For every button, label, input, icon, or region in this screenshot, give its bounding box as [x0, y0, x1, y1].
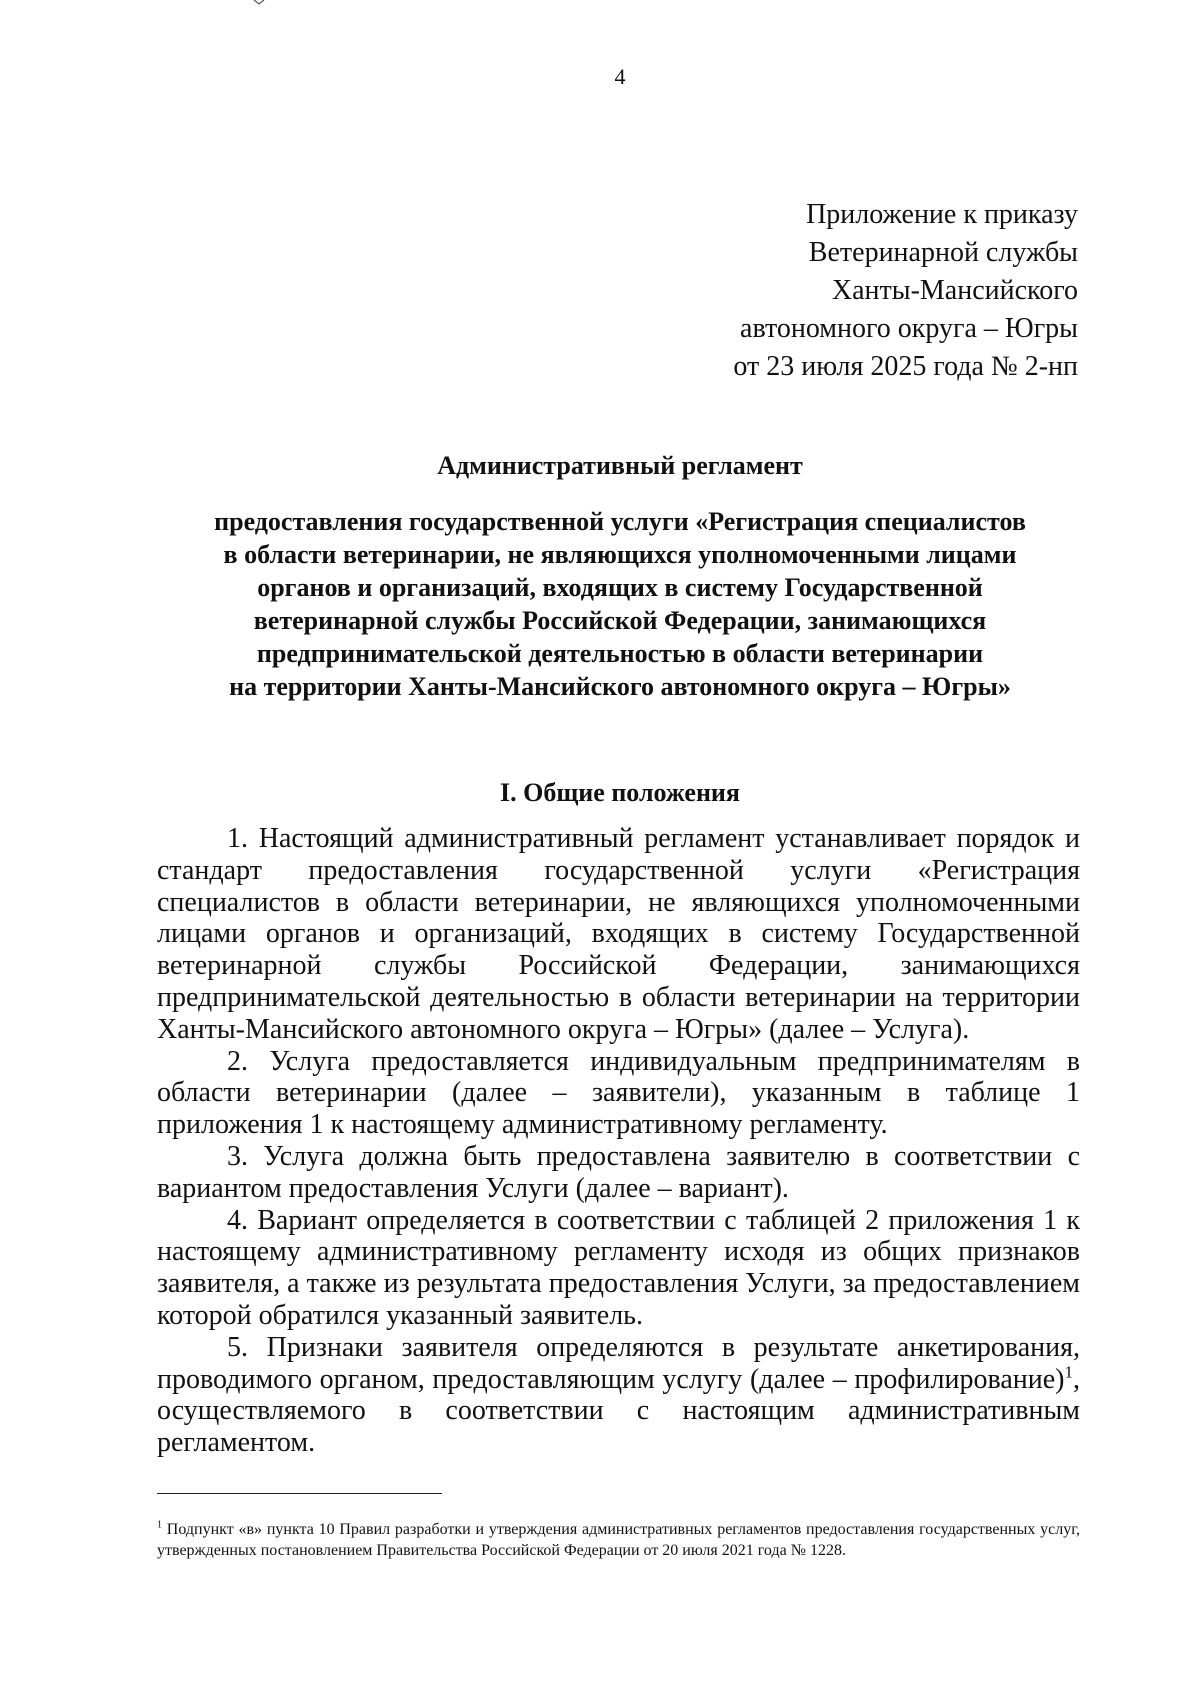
scan-artifact — [253, 0, 265, 5]
paragraph-2: 2. Услуга предоставляется индивидуальным предпринимателям в области ветеринарии (далее – заявители), указанным в таблице 1 приложения 1 к настоящему административному регламенту. — [157, 1045, 1080, 1141]
paragraph-5-text-end: , осуществляемого в соответствии с настоящим административным регламентом. — [157, 1363, 1080, 1459]
footnote-text: Подпункт «в» пункта 10 Правил разработки и утверждения административных регламентов предоставления государственных услуг, утвержденных постановлением Правительства Российской Федерации от 20 июля 2021 года № 1228. — [157, 1521, 1080, 1559]
appendix-reference — [733, 196, 1078, 386]
appendix-line: Ханты-Мансийского — [831, 275, 1078, 306]
appendix-line: Приложение к приказу — [806, 199, 1078, 230]
subtitle-line: органов и организаций, входящих в систему Государственной — [257, 573, 983, 602]
document-subtitle — [140, 505, 1100, 703]
subtitle-line: в области ветеринарии, не являющихся уполномоченными лицами — [223, 540, 1017, 569]
appendix-line: Ветеринарной службы — [808, 237, 1078, 268]
subtitle-line: ветеринарной службы Российской Федерации, занимающихся — [253, 606, 987, 635]
document-title: Административный регламент — [437, 451, 803, 480]
section-heading: I. Общие положения — [500, 778, 740, 807]
subtitle-line: на территории Ханты-Мансийского автономного округа – Югры» — [229, 672, 1011, 701]
subtitle-line: предоставления государственной услуги «Регистрация специалистов — [214, 507, 1026, 536]
appendix-line: от 23 июля 2025 года № 2-нп — [733, 351, 1078, 382]
paragraph-1: 1. Настоящий административный регламент устанавливает порядок и стандарт предоставления государственной услуги «Регистрация специалистов в области ветеринарии, не являющихся уполномоченными лицами органов и организаций, входящих в систему Государственной ветеринарной службы Российской Федерации, занимающихся предпринимательской деятельностью в области ветеринарии на территории Ханты-Мансийского автономного округа – Югры» (далее – Услуга). — [157, 823, 1080, 1045]
footnote-mark: 1 — [157, 1519, 162, 1531]
paragraph-4: 4. Вариант определяется в соответствии с таблицей 2 приложения 1 к настоящему административному регламенту исходя из общих признаков заявителя, а также из результата предоставления Услуги, за предоставлением которой обратился указанный заявитель. — [157, 1204, 1080, 1331]
paragraph-5 — [157, 1332, 1080, 1459]
appendix-line: автономного округа – Югры — [740, 313, 1078, 344]
footnote-divider — [157, 1493, 442, 1494]
paragraph-5-text: 5. Признаки заявителя определяются в результате анкетирования, проводимого органом, предоставляющим услугу (далее – профилирование) — [157, 1331, 1080, 1395]
footnote — [157, 1519, 1080, 1561]
paragraph-3: 3. Услуга должна быть предоставлена заявителю в соответствии с вариантом предоставления Услуги (далее – вариант). — [157, 1140, 1080, 1204]
section-body — [157, 823, 1080, 1459]
footnote-reference[interactable]: 1 — [1064, 1362, 1073, 1382]
page-number: 4 — [614, 64, 626, 89]
subtitle-line: предпринимательской деятельностью в области ветеринарии — [256, 639, 984, 668]
